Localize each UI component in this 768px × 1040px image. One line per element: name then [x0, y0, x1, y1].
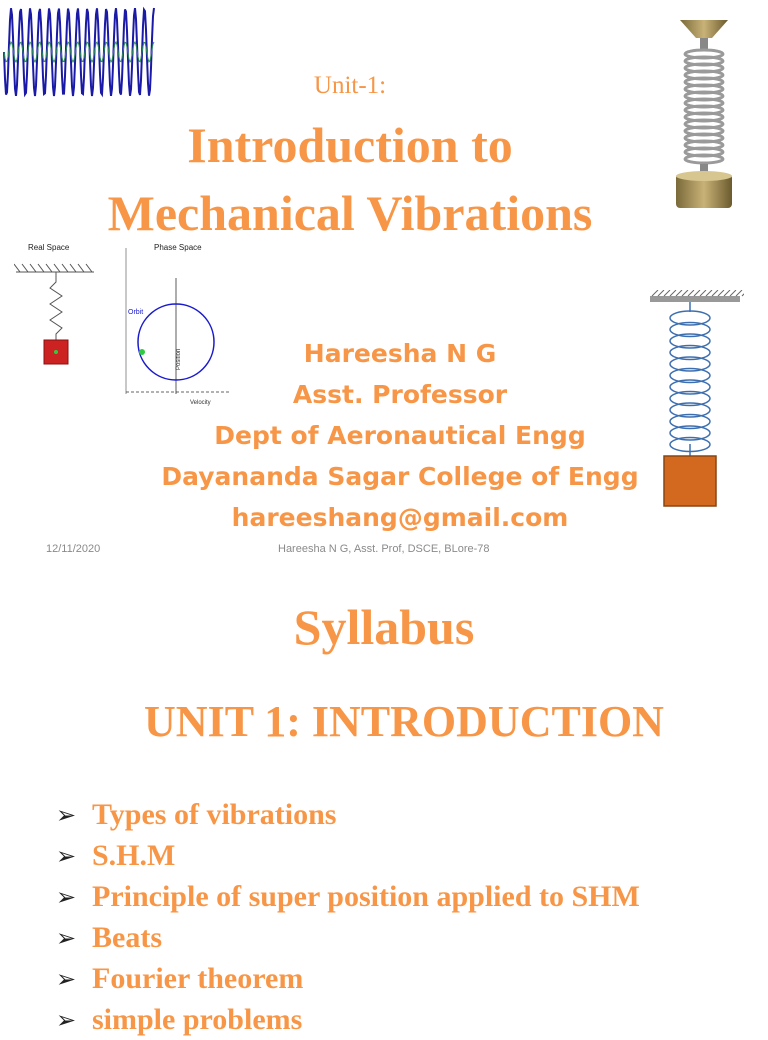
author-name: Hareesha N G	[303, 339, 497, 368]
unit-label: Unit-1:	[313, 72, 387, 99]
phase-space-label: Phase Space	[154, 243, 202, 252]
arrow-bullet-icon: ➢	[56, 841, 77, 870]
title-line-1: Introduction to	[187, 117, 513, 173]
author-email[interactable]: hareeshang@gmail.com	[231, 503, 569, 532]
arrow-bullet-icon: ➢	[56, 1005, 77, 1034]
velocity-label: Velocity	[190, 400, 211, 406]
bullet-text: Types of vibrations	[92, 797, 337, 831]
bullet-text: Beats	[92, 920, 162, 954]
bullet-text: simple problems	[92, 1002, 303, 1036]
footer-credit: Hareesha N G, Asst. Prof, DSCE, BLore-78	[278, 543, 490, 555]
list-item	[56, 835, 640, 876]
arrow-bullet-icon: ➢	[56, 882, 77, 911]
bullet-text: Fourier theorem	[92, 961, 304, 995]
list-item	[56, 876, 640, 917]
author-designation: Asst. Professor	[292, 380, 508, 409]
arrow-bullet-icon: ➢	[56, 964, 77, 993]
footer-date: 12/11/2020	[46, 543, 101, 555]
real-space-label: Real Space	[28, 243, 70, 252]
unit-heading: UNIT 1: INTRODUCTION	[144, 697, 664, 746]
bullet-text: Principle of super position applied to SHM	[92, 879, 640, 913]
list-item	[56, 794, 640, 835]
bullet-text: S.H.M	[92, 838, 176, 872]
list-item	[56, 999, 640, 1040]
position-label: Position	[176, 348, 182, 370]
orbit-label: Orbit	[128, 309, 144, 316]
author-college: Dayananda Sagar College of Engg	[161, 462, 639, 491]
syllabus-title: Syllabus	[293, 599, 475, 655]
list-item	[56, 917, 640, 958]
arrow-bullet-icon: ➢	[56, 923, 77, 952]
syllabus-bullet-list	[56, 794, 640, 1040]
title-line-2: Mechanical Vibrations	[107, 185, 593, 241]
list-item	[56, 958, 640, 999]
author-department: Dept of Aeronautical Engg	[214, 421, 586, 450]
spring-weight-illustration	[672, 16, 736, 212]
arrow-bullet-icon: ➢	[56, 800, 77, 829]
